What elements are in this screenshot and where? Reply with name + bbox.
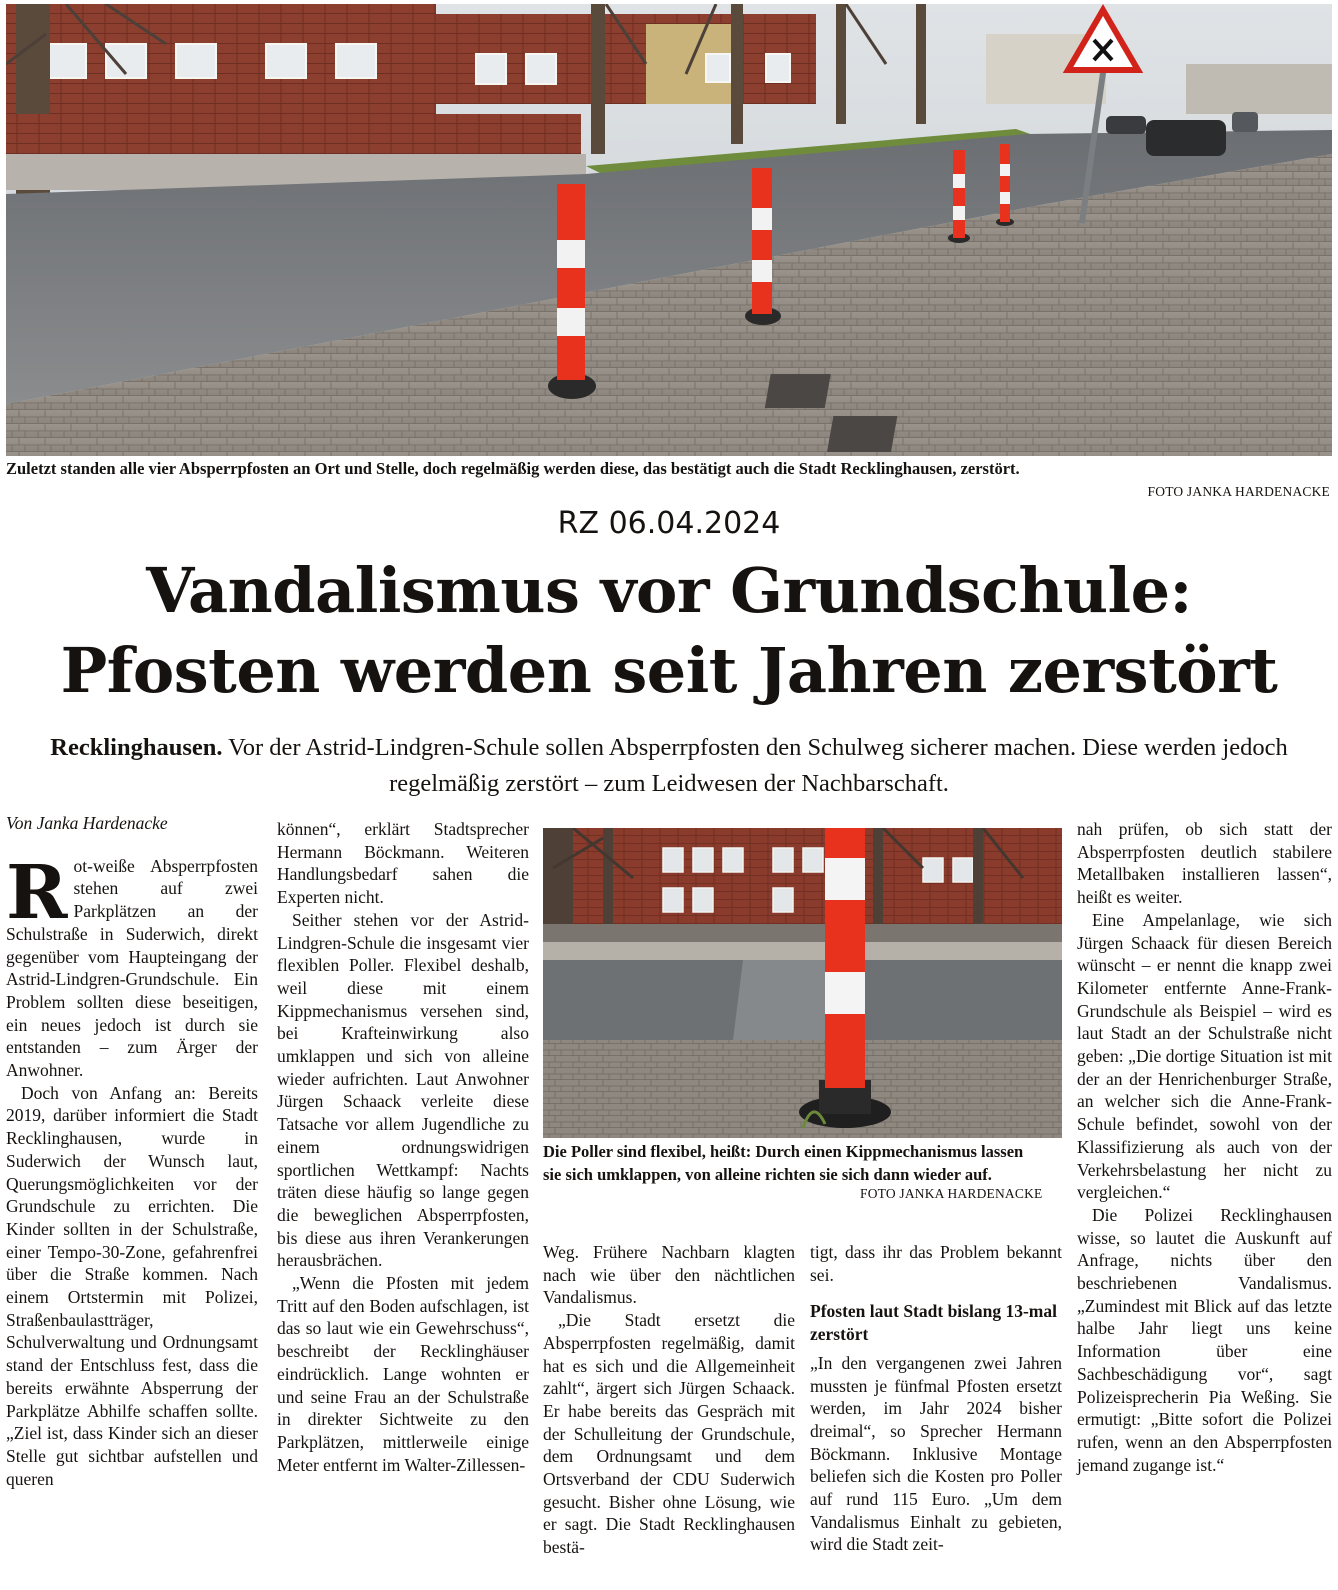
headline-line-1: Vandalismus vor Grundschule: <box>146 554 1192 627</box>
paragraph-1-text: ot-weiße Absperrpfosten stehen auf zwei Parkplätzen an der Schulstraße in Suderwich, direkt gegenüber vom Haupteingang der Astrid-Lindgren-Grundschule. Ein Problem sollten diese beseitigen, ein neues jedoch ist durch sie entstanden – zum Ärger der Anwohner. <box>6 855 258 1081</box>
top-photo-caption: Zuletzt standen alle vier Absperrpfosten an Ort und Stelle, doch regelmäßig werden diese, das bestätigt auch die Stadt Recklinghausen, zerstört. <box>6 459 1020 478</box>
mid-photo-credit: FOTO JANKA HARDENACKE <box>860 1186 1043 1201</box>
lead-text: Vor der Astrid-Lindgren-Schule sollen Absperrpfosten den Schulweg sicherer machen. Diese werden jedoch regelmäßig zerstört – zum Leidwesen der Nachbarschaft. <box>228 734 1288 797</box>
paragraph-3: können“, erklärt Stadtsprecher Hermann Böckmann. Weiteren Handlungsbedarf sahen die Experten nicht. <box>277 819 529 908</box>
headline-line-2: Pfosten werden seit Jahren zerstört <box>60 634 1278 707</box>
street-bollards-photo <box>6 4 1332 456</box>
drop-cap: R <box>6 849 68 936</box>
article-column-5 <box>1077 818 1332 1476</box>
paragraph-2: Doch von Anfang an: Bereits 2019, darüber informiert die Stadt Recklinghausen, wurde in Suderwich der Wunsch laut, Querungsmöglichkeiten vor der Grundschule zu errichten. Die Kinder sollten in der Schulstraße, einer Tempo-30-Zone, gefahrenfrei über die Straße kommen. Nach einem Ortstermin mit Polizei, Straßenbaulastträger, Schulverwaltung und Ordnungsamt stand der Entschluss fest, dass die bereits erwähnte Absperrung der Parkplätze Abhilfe schaffen sollte. „Ziel ist, dass Kinder sich an dieser Stelle gut sichtbar aufstellen und queren <box>6 1082 258 1489</box>
paragraph-11: Eine Ampelanlage, wie sich Jürgen Schaack für diesen Bereich wünscht – er nennt die knapp zwei Kilometer entfernte Anne-Frank-Grundschule als Beispiel – wird es laut Stadt an der Schulstraße nicht geben: „Die dortige Situation ist mit der an der Henrichenburger Straße, an welcher sich die Anne-Frank-Schule befindet, sowohl von der Klassifizierung als auch von der Verkehrsbelastung her nicht zu vergleichen.“ <box>1077 909 1332 1203</box>
paragraph-7: „Die Stadt ersetzt die Absperrpfosten regelmäßig, damit hat es sich und die Allgemeinheit zahlt“, ärgert sich Jürgen Schaack. Er habe bereits das Gespräch mit der Schulleitung der Grundschule, dem Ordnungsamt und dem Ortsverband der CDU Suderwich gesucht. Bisher ohne Lösung, wie er sagt. Die Stadt Recklinghausen bestä- <box>543 1310 795 1558</box>
article-column-3 <box>543 1241 795 1559</box>
article-column-2 <box>277 818 529 1476</box>
article-column-1 <box>6 812 258 1490</box>
article-column-4 <box>810 1241 1062 1556</box>
paragraph-10: nah prüfen, ob sich statt der Absperrpfosten deutlich stabilere Metallbaken installieren lassen“, heißt es weiter. <box>1077 819 1332 908</box>
paragraph-1 <box>6 849 258 1082</box>
paragraph-6: Weg. Frühere Nachbarn klagten nach wie über den nächtlichen Vandalismus. <box>543 1242 795 1308</box>
paragraph-9: „In den vergangenen zwei Jahren mussten je fünfmal Pfosten ersetzt werden, im Jahr 2024 bisher dreimal“, so Sprecher Hermann Böckmann. Inklusive Montage beliefen sich die Kosten pro Poller auf rund 115 Euro. „Um dem Vandalismus Einhalt zu gebieten, wird die Stadt zeit- <box>810 1352 1062 1555</box>
mid-photo-caption: Die Poller sind flexibel, heißt: Durch einen Kippmechanismus lassen sie sich umklappen, von alleine richten sie sich dann wieder auf. <box>543 1142 1024 1184</box>
paragraph-5: „Wenn die Pfosten mit jedem Tritt auf den Boden aufschlagen, ist das so laut wie ein Gewehrschuss“, beschreibt der Recklinghäuser eindrücklich. Lange wohnten er und seine Frau an der Schulstraße in direkter Sichtweite zu den Parkplätzen, mittlerweile einige Meter entfernt im Walter-Zillessen- <box>277 1273 529 1475</box>
date-stamp: RZ 06.04.2024 <box>557 506 781 541</box>
paragraph-12: Die Polizei Recklinghausen wisse, so lautet die Auskunft auf Anfrage, nichts über den beschriebenen Vandalismus. „Zumindest mit Blick auf das letzte halbe Jahr liegt uns keine Information über eine Sachbeschädigung vor“, sagt Polizeisprecherin Pia Weßing. Sie ermutigt: „Bitte sofort die Polizei rufen, wenn an den Absperrpfosten jemand zugange ist.“ <box>1077 1204 1332 1475</box>
paragraph-4: Seither stehen vor der Astrid-Lindgren-Schule die insgesamt vier flexiblen Poller. Flexibel deshalb, weil diese mit einem Kippmechanismus versehen sind, bei Krafteinwirkung also umklappen und sich von alleine wieder aufrichten. Laut Anwohner Jürgen Schaack verleite diese Tatsache vor allem Jugendliche zu einem ordnungswidrigen sportlichen Wettkampf: Nachts träten diese häufig so lange gegen die beweglichen Absperrpfosten, bis diese aus ihren Verankerungen herausbrächen. <box>277 909 529 1271</box>
dateline: Recklinghausen. <box>50 734 223 761</box>
byline: Von Janka Hardenacke <box>6 813 168 833</box>
subheading: Pfosten laut Stadt bislang 13-mal zerstört <box>810 1301 1057 1345</box>
paragraph-8: tigt, dass ihr das Problem bekannt sei. <box>810 1242 1062 1285</box>
flexible-bollard-photo <box>543 828 1062 1138</box>
lead-paragraph <box>6 730 1332 802</box>
top-photo-credit: FOTO JANKA HARDENACKE <box>1147 484 1330 499</box>
